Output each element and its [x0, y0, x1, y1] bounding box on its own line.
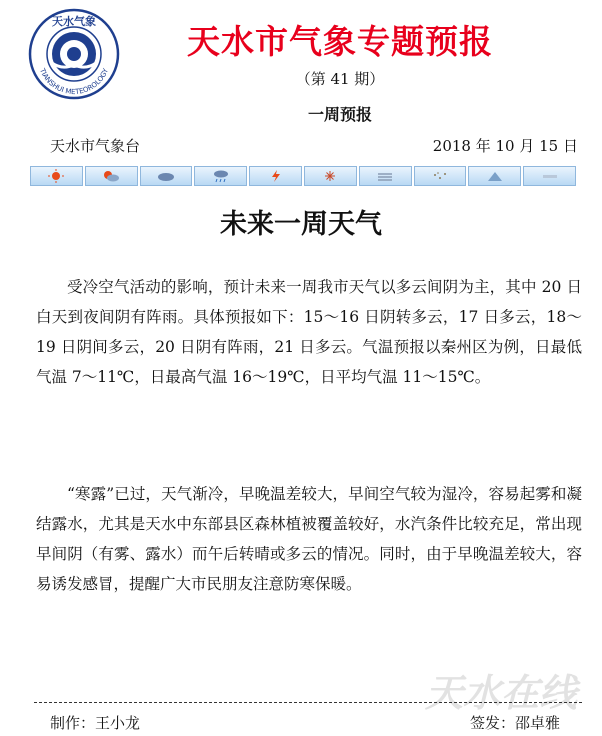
sun-icon — [30, 166, 83, 186]
subtitle: 一周预报 — [307, 105, 372, 124]
advice-paragraph: “寒露”已过，天气渐冷，早晚温差较大，早间空气较为湿冷，容易起雾和凝结露水，尤其是天水中东部县区森林植被覆盖较好，水汽条件比较充足，常出现早间阴（有雾、露水）而午后转晴或多云的情况。同时，由于早晚温差较大，容易诱发感冒，提醒广大市民朋友注意防寒保暖。 — [36, 485, 582, 593]
logo-emblem — [28, 8, 120, 100]
forecast-paragraph: 受冷空气活动的影响，预计未来一周我市天气以多云间阴为主，其中 20 日白天到夜间阴有阵雨。具体预报如下：15～16 日阴转多云，17 日多云，18～19 日阴间多云，20 日阴有阵雨，21 日多云。气温预报以秦州区为例，日最低气温 7～11℃，日最高气温 16～19℃，日平均气温 11～15℃。 — [36, 278, 582, 386]
svg-text:天水在线: 天水在线 — [425, 671, 578, 715]
wind-icon — [468, 166, 521, 186]
issuing-organization: 天水市气象台 — [50, 137, 141, 155]
haze-icon — [523, 166, 576, 186]
cloud-icon — [140, 166, 193, 186]
rain-icon — [194, 166, 247, 186]
dust-icon — [414, 166, 467, 186]
page-title: 天水市气象专题预报 — [187, 22, 493, 61]
footer-divider — [34, 702, 582, 703]
section-heading: 未来一周天气 — [220, 209, 382, 240]
weather-icon-strip — [30, 166, 576, 186]
fog-icon — [359, 166, 412, 186]
author: 制作：王小龙 — [50, 714, 141, 732]
issue-date: 2018 年 10 月 15 日 — [432, 137, 578, 155]
issue-number: （第 41 期） — [295, 70, 385, 88]
signer: 签发：邵卓雅 — [469, 714, 560, 732]
sun-cloud-icon — [85, 166, 138, 186]
logo-top-text: 天水气象 — [52, 15, 96, 28]
snow-icon — [304, 166, 357, 186]
logo-ring-text: TIANSHUI METEOROLOGY — [38, 67, 110, 97]
lightning-icon — [249, 166, 302, 186]
